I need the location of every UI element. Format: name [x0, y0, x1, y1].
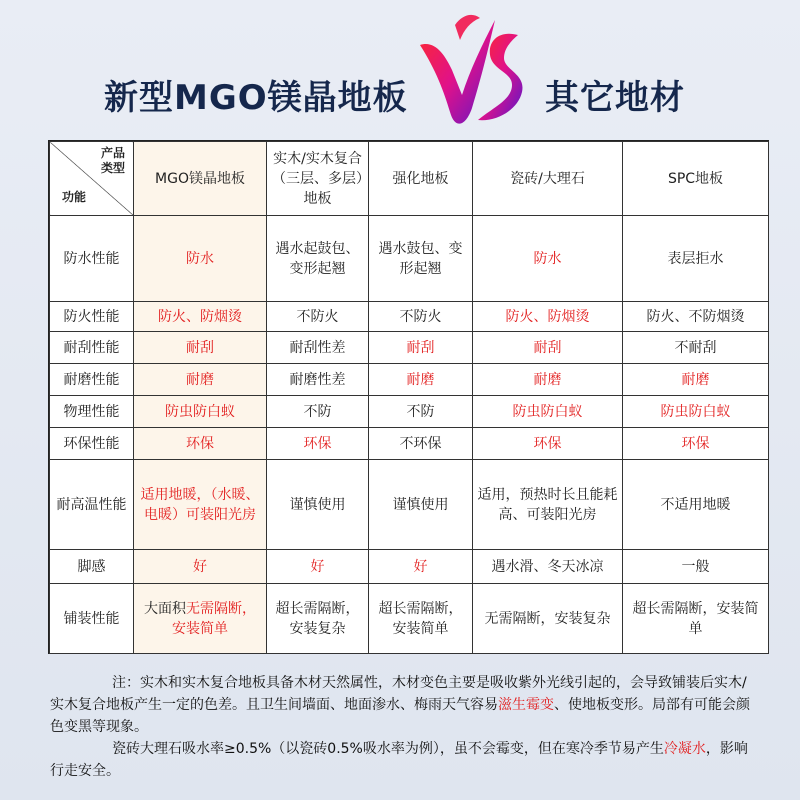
table-cell: 耐磨	[623, 364, 769, 396]
table-row	[50, 332, 769, 364]
mgo-cell: 防虫防白蚁	[134, 396, 267, 428]
row-label: 耐高温性能	[50, 460, 134, 550]
table-cell: 适用，预热时长且能耗高、可装阳光房	[473, 460, 623, 550]
table-cell: 环保	[473, 428, 623, 460]
table-cell: 遇水鼓包、变形起翘	[369, 216, 473, 302]
table-cell: 环保	[623, 428, 769, 460]
table-row	[50, 428, 769, 460]
row-label: 物理性能	[50, 396, 134, 428]
mgo-install-highlight: 无需隔断，安装简单	[172, 600, 256, 637]
row-label: 脚感	[50, 550, 134, 584]
note-paragraph-1	[50, 672, 760, 738]
table-cell: 防火、防烟烫	[473, 302, 623, 332]
note-text: 注：实木和实木复合地板具备木材天然属性，木材变色主要是吸收紫外光线引起的，会导致铺装后实木/实木复合地板产生一定的色差。且卫生间墙面、地面渗水、梅雨天气容易	[50, 675, 747, 713]
left-title: 新型MGO镁晶地板	[104, 78, 408, 118]
table-cell: 耐刮	[473, 332, 623, 364]
note-highlight: 冷凝水	[663, 741, 706, 757]
table-cell: 不防火	[369, 302, 473, 332]
mgo-cell: 耐磨	[134, 364, 267, 396]
table-cell: 表层拒水	[623, 216, 769, 302]
table-cell: 防虫防白蚁	[623, 396, 769, 428]
column-header-tile: 瓷砖/大理石	[473, 142, 623, 216]
table-cell: 谨慎使用	[267, 460, 369, 550]
mgo-cell: 好	[134, 550, 267, 584]
row-label: 环保性能	[50, 428, 134, 460]
row-label: 铺装性能	[50, 584, 134, 654]
row-label: 防火性能	[50, 302, 134, 332]
table-cell: 耐磨	[473, 364, 623, 396]
mgo-cell: 环保	[134, 428, 267, 460]
note-highlight: 滋生霉变	[498, 697, 554, 713]
comparison-table	[48, 140, 769, 654]
table-cell: 不防	[369, 396, 473, 428]
table-cell: 耐刮性差	[267, 332, 369, 364]
table-row	[50, 460, 769, 550]
table-cell: 不适用地暖	[623, 460, 769, 550]
table-cell: 耐磨性差	[267, 364, 369, 396]
note-text: 、使地板变形。局部有可能会颜色变黑等现象。	[50, 697, 750, 735]
table-row	[50, 584, 769, 654]
table-cell: 不防火	[267, 302, 369, 332]
table-row	[50, 550, 769, 584]
table-cell: 不防	[267, 396, 369, 428]
column-header-solid-wood: 实木/实木复合（三层、多层）地板	[267, 142, 369, 216]
vs-logo	[400, 0, 550, 150]
table-cell: 超长需隔断，安装复杂	[267, 584, 369, 654]
table-cell: 好	[369, 550, 473, 584]
mgo-cell: 耐刮	[134, 332, 267, 364]
table-cell: 超长需隔断，安装简单	[623, 584, 769, 654]
table-cell: 好	[267, 550, 369, 584]
note-text: ，影响行走安全。	[50, 741, 748, 779]
table-cell: 耐刮	[369, 332, 473, 364]
table-cell: 耐磨	[369, 364, 473, 396]
table-row	[50, 302, 769, 332]
row-label: 耐磨性能	[50, 364, 134, 396]
table-cell: 遇水滑、冬天冰凉	[473, 550, 623, 584]
table-cell: 谨慎使用	[369, 460, 473, 550]
corner-function-label: 功能	[62, 190, 87, 204]
table-cell: 环保	[267, 428, 369, 460]
table-cell: 防水	[473, 216, 623, 302]
table-cell: 一般	[623, 550, 769, 584]
table-cell: 无需隔断，安装复杂	[473, 584, 623, 654]
note-text: 瓷砖大理石吸水率≥0.5%（以瓷砖0.5%吸水率为例），虽不会霉变，但在寒冷季节易产生	[112, 741, 664, 757]
mgo-cell	[134, 584, 267, 654]
table-row	[50, 396, 769, 428]
column-header-laminate: 强化地板	[369, 142, 473, 216]
table-cell: 防虫防白蚁	[473, 396, 623, 428]
table-cell: 不耐刮	[623, 332, 769, 364]
mgo-install-text: 大面积	[144, 600, 186, 617]
table-row	[50, 216, 769, 302]
table-row	[50, 364, 769, 396]
table-cell: 遇水起鼓包、变形起翘	[267, 216, 369, 302]
table-cell: 超长需隔断，安装简单	[369, 584, 473, 654]
table-cell: 不环保	[369, 428, 473, 460]
note-paragraph-2	[50, 738, 760, 782]
corner-header	[50, 142, 134, 216]
mgo-cell: 防火、防烟烫	[134, 302, 267, 332]
row-label: 耐刮性能	[50, 332, 134, 364]
mgo-cell: 防水	[134, 216, 267, 302]
table-cell: 防火、不防烟烫	[623, 302, 769, 332]
corner-type-label: 产品 类型	[100, 146, 125, 175]
column-header-mgo: MGO镁晶地板	[134, 142, 267, 216]
column-header-spc: SPC地板	[623, 142, 769, 216]
notes	[50, 672, 760, 782]
row-label: 防水性能	[50, 216, 134, 302]
mgo-cell: 适用地暖，（水暖、电暖）可装阳光房	[134, 460, 267, 550]
right-title: 其它地材	[545, 78, 685, 118]
